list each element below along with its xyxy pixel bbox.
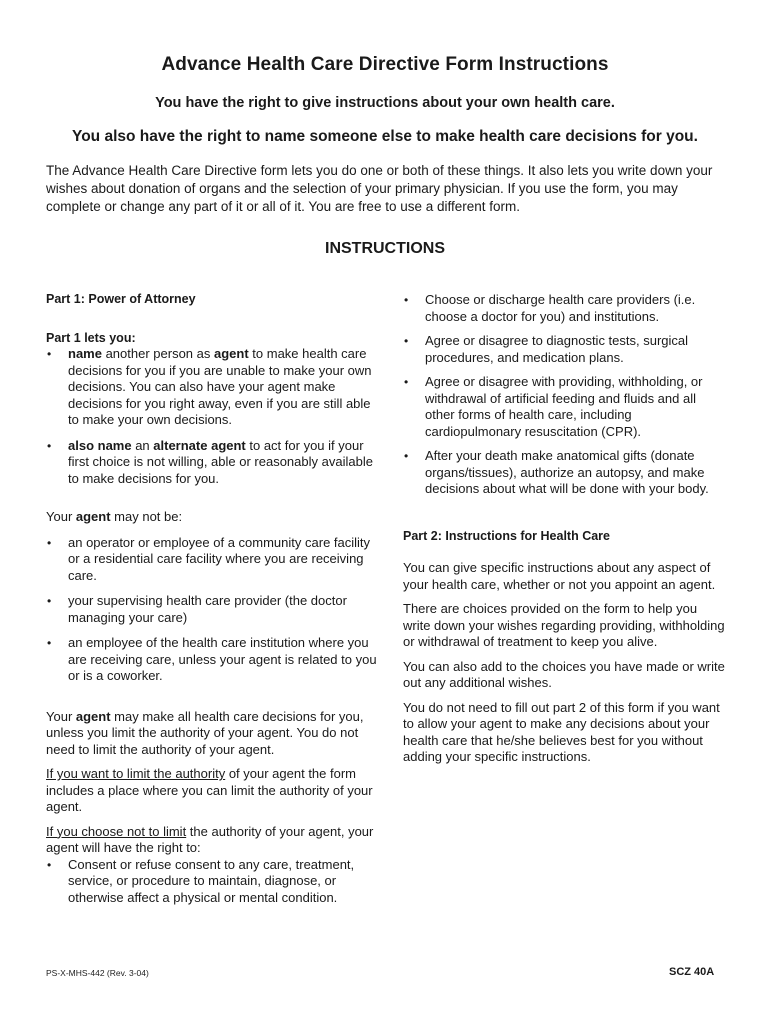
right-column bbox=[403, 292, 725, 766]
subtitle-instructions-right: You have the right to give instructions about your own health care. bbox=[155, 95, 615, 111]
list-item: • After your death make anatomical gifts (donate organs/tissues), authorize an autopsy, and make decisions about what will be done with your body. bbox=[403, 448, 725, 498]
subtitle-agent-right: You also have the right to name someone else to make health care decisions for you. bbox=[72, 128, 698, 145]
part2-paragraph: You can give specific instructions about any aspect of your health care, whether or not you appoint an agent. bbox=[403, 560, 716, 592]
part2-paragraph: There are choices provided on the form to help you write down your wishes regarding providing, withholding or withdrawal of treatment to keep you alive. bbox=[403, 601, 725, 649]
agent-restrictions-list bbox=[46, 535, 378, 685]
page-title: Advance Health Care Directive Form Instructions bbox=[161, 54, 609, 75]
limit-authority-paragraph: If you want to limit the authority of your agent the form includes a place where you can limit the authority of your agent. bbox=[46, 766, 373, 814]
list-item: • name another person as agent to make health care decisions for you if you are unable to make your own decisions. You can also have your agent make decisions for you right away, even if you are still able to make your own decisions. bbox=[46, 346, 378, 429]
agent-may-make-paragraph: Your agent may make all health care decisions for you, unless you limit the authority of your agent. You do not need to limit the authority of your agent. bbox=[46, 708, 364, 757]
part1-lets-you-heading: Part 1 lets you: bbox=[46, 330, 136, 345]
not-limit-authority-paragraph: If you choose not to limit the authority of your agent, your agent will have the right to: bbox=[46, 823, 374, 855]
list-item: • Consent or refuse consent to any care, treatment, service, or procedure to maintain, diagnose, or otherwise affect a physical or mental condition. bbox=[46, 857, 378, 907]
part2-heading: Part 2: Instructions for Health Care bbox=[403, 528, 610, 543]
list-item: • also name an alternate agent to act for you if your first choice is not willing, able or reasonably available to make decisions for you. bbox=[46, 438, 378, 488]
list-item: • Choose or discharge health care providers (i.e. choose a doctor for you) and institutions. bbox=[403, 292, 725, 325]
list-item: • an operator or employee of a community care facility or a residential care facility where you are receiving care. bbox=[46, 535, 378, 585]
instructions-heading: INSTRUCTIONS bbox=[325, 240, 445, 257]
form-code: SCZ 40A bbox=[669, 966, 715, 978]
form-id: PS-X-MHS-442 (Rev. 3-04) bbox=[46, 968, 149, 978]
left-column bbox=[46, 291, 378, 906]
agent-rights-list-continued bbox=[403, 292, 725, 498]
part1-lets-list bbox=[46, 346, 378, 487]
part2-paragraph: You do not need to fill out part 2 of this form if you want to allow your agent to make any decisions about your health care that he/she believes best for you without adding your specific instructions. bbox=[403, 699, 720, 764]
list-item: • Agree or disagree with providing, withholding, or withdrawal of artificial feeding and fluids and all other forms of health care, including cardiopulmonary resuscitation (CPR). bbox=[403, 374, 725, 440]
part2-paragraph: You can also add to the choices you have made or write out any additional wishes. bbox=[403, 658, 725, 690]
list-item: • your supervising health care provider (the doctor managing your care) bbox=[46, 593, 378, 626]
list-item: • an employee of the health care institution where you are receiving care, unless your agent is related to you or is a coworker. bbox=[46, 635, 378, 685]
part1-heading: Part 1: Power of Attorney bbox=[46, 292, 196, 306]
agent-may-not-be: Your agent may not be: bbox=[46, 509, 183, 524]
intro-paragraph: The Advance Health Care Directive form lets you do one or both of these things. It also lets you write down your wishes about donation of organs and the selection of your primary physician. If you use the form, you may complete or change any part of it or all of it. You are free to use a different form. bbox=[46, 163, 713, 214]
agent-rights-list bbox=[46, 857, 378, 907]
list-item: • Agree or disagree to diagnostic tests, surgical procedures, and medication plans. bbox=[403, 333, 725, 366]
